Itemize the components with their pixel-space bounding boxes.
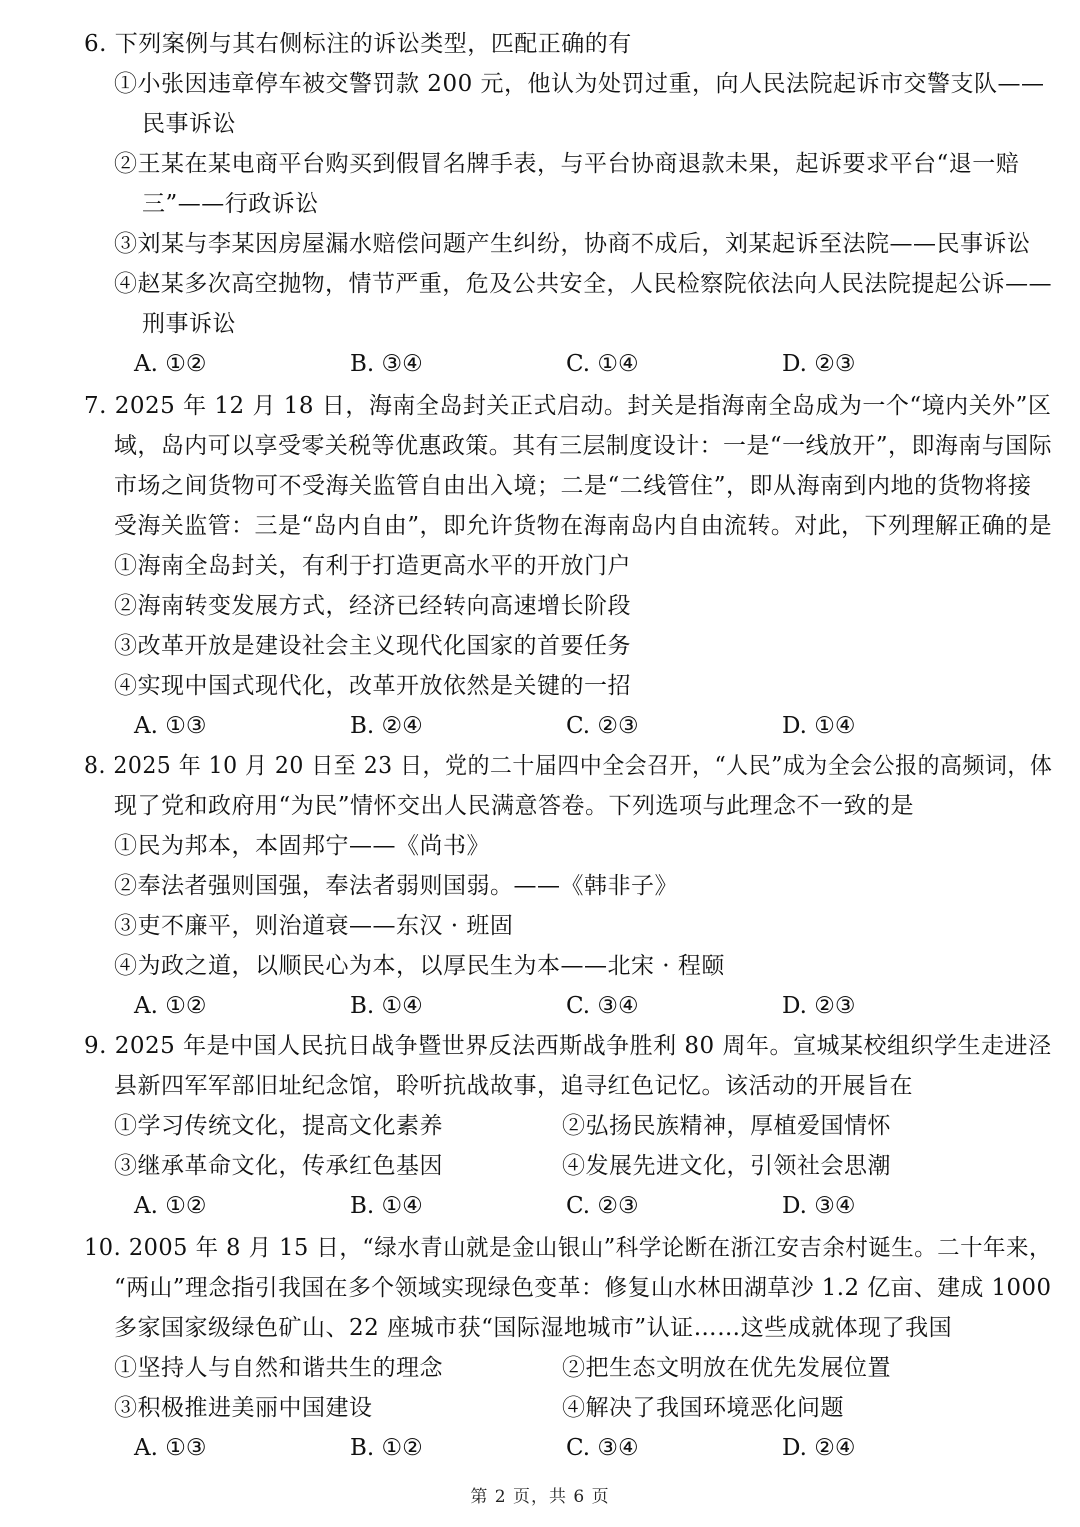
q6-option-a: A. ①② — [134, 351, 207, 377]
q9-option-a: A. ①② — [134, 1193, 207, 1219]
q8-option-d: D. ②③ — [782, 993, 856, 1019]
q10-stem-line-1: 10. 2005 年 8 月 15 日，“绿水青山就是金山银山”科学论断在浙江安吉余村诞生。二十年来， — [84, 1235, 1052, 1261]
q6-item-2: ②王某在某电商平台购买到假冒名牌手表，与平台协商退款未果，起诉要求平台“退一赔 — [114, 151, 1020, 177]
q6-option-d: D. ②③ — [782, 351, 856, 377]
q10-item-2: ②把生态文明放在优先发展位置 — [562, 1355, 891, 1381]
q7-option-d: D. ①④ — [782, 713, 856, 739]
q7-item-4: ④实现中国式现代化，改革开放依然是关键的一招 — [114, 673, 631, 699]
q6-item-3: ③刘某与李某因房屋漏水赔偿问题产生纠纷，协商不成后，刘某起诉至法院——民事诉讼 — [114, 231, 1031, 257]
q9-option-d: D. ③④ — [782, 1193, 856, 1219]
q8-item-4: ④为政之道，以顺民心为本，以厚民生为本——北宋 · 程颐 — [114, 953, 725, 979]
q8-option-b: B. ①④ — [350, 993, 423, 1019]
q8-stem-line-1: 8. 2025 年 10 月 20 日至 23 日，党的二十届四中全会召开，“人民”成为全会公报的高频词，体 — [84, 753, 1053, 779]
q6-item-1-cont: 民事诉讼 — [142, 111, 236, 137]
q6-item-4: ④赵某多次高空抛物，情节严重，危及公共安全，人民检察院依法向人民法院提起公诉—— — [114, 271, 1053, 297]
q8-option-a: A. ①② — [134, 993, 207, 1019]
q9-item-2: ②弘扬民族精神，厚植爱国情怀 — [562, 1113, 891, 1139]
q6-item-4-cont: 刑事诉讼 — [142, 311, 236, 337]
q9-item-4: ④发展先进文化，引领社会思潮 — [562, 1153, 891, 1179]
q10-option-c: C. ③④ — [566, 1435, 639, 1461]
q9-stem-line-2: 县新四军军部旧址纪念馆，聆听抗战故事，追寻红色记忆。该活动的开展旨在 — [114, 1073, 913, 1099]
q6-stem-line-1: 6. 下列案例与其右侧标注的诉讼类型，匹配正确的有 — [84, 31, 632, 57]
q10-option-a: A. ①③ — [134, 1435, 207, 1461]
q7-stem-line-1: 7. 2025 年 12 月 18 日，海南全岛封关正式启动。封关是指海南全岛成为一个“境内关外”区 — [84, 393, 1052, 419]
q10-option-d: D. ②④ — [782, 1435, 856, 1461]
q6-item-1: ①小张因违章停车被交警罚款 200 元，他认为处罚过重，向人民法院起诉市交警支队—— — [114, 71, 1045, 97]
q9-item-1: ①学习传统文化，提高文化素养 — [114, 1113, 443, 1139]
q9-option-c: C. ②③ — [566, 1193, 639, 1219]
q10-item-1: ①坚持人与自然和谐共生的理念 — [114, 1355, 443, 1381]
q7-stem-line-2: 域，岛内可以享受零关税等优惠政策。其有三层制度设计：一是“一线放开”，即海南与国际 — [114, 433, 1053, 459]
q6-item-2-cont: 三”——行政诉讼 — [142, 191, 319, 217]
q9-stem-line-1: 9. 2025 年是中国人民抗日战争暨世界反法西斯战争胜利 80 周年。宣城某校组织学生走进泾 — [84, 1033, 1052, 1059]
q9-option-b: B. ①④ — [350, 1193, 423, 1219]
q10-item-3: ③积极推进美丽中国建设 — [114, 1395, 373, 1421]
q9-item-3: ③继承革命文化，传承红色基因 — [114, 1153, 443, 1179]
q10-stem-line-3: 多家国家级绿色矿山、22 座城市获“国际湿地城市”认证……这些成就体现了我国 — [114, 1315, 953, 1341]
q10-item-4: ④解决了我国环境恶化问题 — [562, 1395, 844, 1421]
q10-option-b: B. ①② — [350, 1435, 423, 1461]
q7-item-1: ①海南全岛封关，有利于打造更高水平的开放门户 — [114, 553, 631, 579]
q7-option-c: C. ②③ — [566, 713, 639, 739]
q8-item-1: ①民为邦本，本固邦宁——《尚书》 — [114, 833, 490, 859]
q7-option-a: A. ①③ — [134, 713, 207, 739]
q7-item-3: ③改革开放是建设社会主义现代化国家的首要任务 — [114, 633, 631, 659]
q10-stem-line-2: “两山”理念指引我国在多个领域实现绿色变革：修复山水林田湖草沙 1.2 亿亩、建成 1000 — [114, 1275, 1052, 1301]
page-number-footer: 第 2 页，共 6 页 — [470, 1487, 610, 1507]
q7-option-b: B. ②④ — [350, 713, 423, 739]
q7-stem-line-3: 市场之间货物可不受海关监管自由出入境；二是“二线管住”，即从海南到内地的货物将接 — [114, 473, 1032, 499]
q6-option-c: C. ①④ — [566, 351, 639, 377]
q7-item-2: ②海南转变发展方式，经济已经转向高速增长阶段 — [114, 593, 631, 619]
q7-stem-line-4: 受海关监管：三是“岛内自由”，即允许货物在海南岛内自由流转。对此，下列理解正确的是 — [114, 513, 1053, 539]
q6-option-b: B. ③④ — [350, 351, 423, 377]
q8-option-c: C. ③④ — [566, 993, 639, 1019]
q8-item-3: ③吏不廉平，则治道衰——东汉 · 班固 — [114, 913, 514, 939]
q8-stem-line-2: 现了党和政府用“为民”情怀交出人民满意答卷。下列选项与此理念不一致的是 — [114, 793, 915, 819]
q8-item-2: ②奉法者强则国强，奉法者弱则国弱。——《韩非子》 — [114, 873, 678, 899]
